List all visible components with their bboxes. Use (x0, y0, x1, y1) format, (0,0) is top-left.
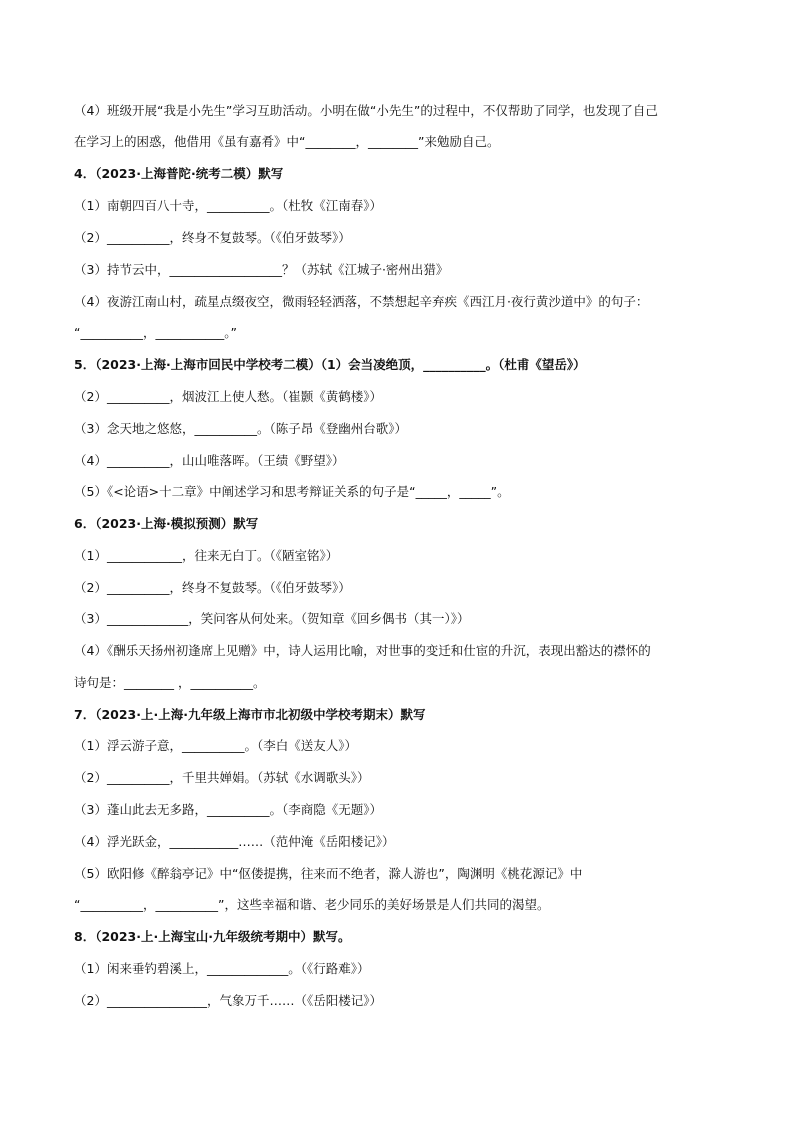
text-line: （2）__________，烟波江上使人愁。（崔颢《黄鹤楼》） (74, 389, 382, 404)
text-line: “__________，___________。” (74, 325, 237, 340)
text-line: （4）班级开展“我是小先生”学习互助活动。小明在做“小先生”的过程中，不仅帮助了同学，也发现了自己 (74, 103, 658, 118)
text-line: 在学习上的困惑，他借用《虽有嘉肴》中“________，________”来勉励自己。 (74, 134, 500, 149)
text-line: （2）________________，气象万千……（《岳阳楼记》） (74, 993, 382, 1008)
text-line: （1）南朝四百八十寺，__________。（杜牧《江南春》） (74, 198, 382, 213)
question-heading: 4．（2023·上海普陀·统考二模）默写 (74, 166, 284, 181)
question-heading: 8．（2023·上·上海宝山·九年级统考期中）默写。 (74, 929, 351, 944)
question-heading: 7．（2023·上·上海·九年级上海市市北初级中学校考期末）默写 (74, 707, 426, 722)
text-line: （5）欧阳修《醉翁亭记》中“伛偻提携，往来而不绝者，滁人游也”，陶渊明《桃花源记》中 (74, 866, 583, 881)
text-line: （5）《<论语>十二章》中阐述学习和思考辩证关系的句子是“_____，_____”。 (74, 484, 510, 499)
text-line: （4）《酬乐天扬州初逢席上见赠》中，诗人运用比喻，对世事的变迁和仕宦的升沉，表现出豁达的襟怀的 (74, 643, 651, 658)
question-heading: 6．（2023·上海·模拟预测）默写 (74, 516, 259, 531)
text-line: （1）浮云游子意，__________。（李白《送友人》） (74, 738, 357, 753)
text-line: （2）__________，终身不复鼓琴。（《伯牙鼓琴》） (74, 580, 351, 595)
text-line: （4）__________，山山唯落晖。（王绩《野望》） (74, 453, 345, 468)
text-line: （3）持节云中，__________________？（苏轼《江城子·密州出猎》 (74, 262, 449, 277)
text-line: （3）念天地之悠悠，__________。（陈子昂《登幽州台歌》） (74, 421, 407, 436)
text-line: （2）__________，千里共婵娟。（苏轼《水调歌头》） (74, 770, 370, 785)
text-line: （1）闲来垂钓碧溪上，_____________。（《行路难》） (74, 961, 370, 976)
text-line: （1）____________，往来无白丁。（《陋室铭》） (74, 548, 339, 563)
text-line: （3）_____________，笑问客从何处来。（贺知章《回乡偶书（其一）》） (74, 611, 470, 626)
text-line: “__________，__________”，这些幸福和谐、老少同乐的美好场景是人们共同的渴望。 (74, 897, 550, 912)
text-line: （2）__________，终身不复鼓琴。（《伯牙鼓琴》） (74, 230, 351, 245)
question-heading: 5．（2023·上海·上海市回民中学校考二模）（1）会当凌绝顶，__________。（杜甫《望岳》） (74, 357, 586, 372)
text-line: 诗句是：________ ，__________。 (74, 675, 266, 690)
text-line: （4）浮光跃金，___________……（范仲淹《岳阳楼记》） (74, 834, 395, 849)
text-line: （3）蓬山此去无多路，__________。（李商隐《无题》） (74, 802, 382, 817)
text-line: （4）夜游江南山村，疏星点缀夜空，微雨轻轻洒落，不禁想起辛弃疾《西江月·夜行黄沙道中》的句子： (74, 294, 649, 309)
